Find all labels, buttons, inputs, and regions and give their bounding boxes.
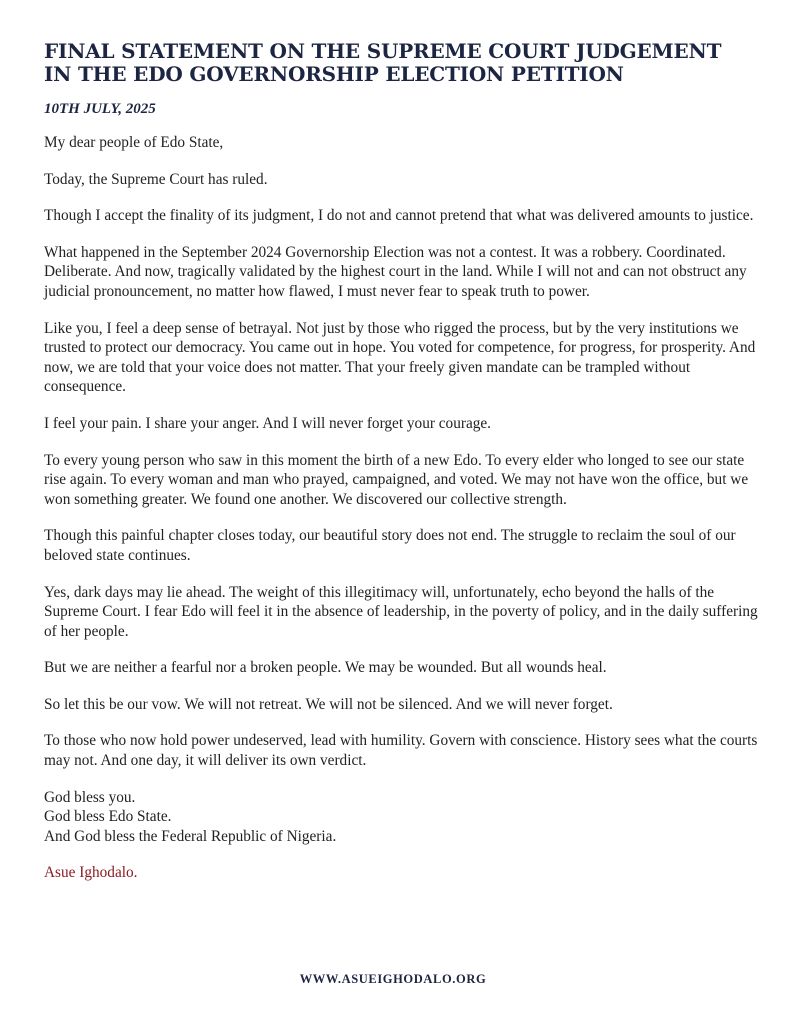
title-line-2: IN THE EDO GOVERNORSHIP ELECTION PETITION [44,62,624,86]
paragraph-6: To every young person who saw in this moment the birth of a new Edo. To every elder who longed to see our state rise again. To every woman and man who prayed, campaigned, and voted. We may not have won the office, but we won something greater. We found one another. We discovered our collective strength. [44,451,749,508]
blessing-line-1: God bless you. [44,788,136,806]
paragraph-8: Yes, dark days may lie ahead. The weight of this illegitimacy will, unfortunately, echo beyond the halls of the Supreme Court. I fear Edo will feel it in the absence of leadership, in the poverty of policy, and in the daily suffering of her people. [44,583,758,640]
paragraph-10: So let this be our vow. We will not retreat. We will not be silenced. And we will never forget. [44,695,613,713]
paragraph-1: Today, the Supreme Court has ruled. [44,170,268,188]
paragraph-9: But we are neither a fearful nor a broken people. We may be wounded. But all wounds heal. [44,659,607,677]
paragraph-3: What happened in the September 2024 Governorship Election was not a contest. It was a robbery. Coordinated. Deliberate. And now, tragically validated by the highest court in the land. While I will not and can not obstruct any judicial pronouncement, no matter how flawed, I must never fear to speak truth to power. [44,243,747,300]
title-line-1: FINAL STATEMENT ON THE SUPREME COURT JUDGEMENT [44,39,722,63]
paragraph-4: Like you, I feel a deep sense of betrayal. Not just by those who rigged the process, but by the very institutions we trusted to protect our democracy. You came out in hope. You voted for competence, for progress, for prosperity. And now, we are told that your voice does not matter. That your freely given mandate can be trampled without consequence. [44,319,756,396]
blessing-line-2: God bless Edo State. [44,808,172,826]
paragraph-5: I feel your pain. I share your anger. And I will never forget your courage. [44,414,491,432]
statement-date: 10TH JULY, 2025 [44,101,156,117]
statement-body [44,133,764,771]
paragraph-2: Though I accept the finality of its judgment, I do not and cannot pretend that what was delivered amounts to justice. [44,207,754,225]
paragraph-7: Though this painful chapter closes today, our beautiful story does not end. The struggle to reclaim the soul of our beloved state continues. [44,527,736,564]
paragraph-11: To those who now hold power undeserved, lead with humility. Govern with conscience. History sees what the courts may not. And one day, it will deliver its own verdict. [44,732,758,770]
signature: Asue Ighodalo. [44,864,138,882]
blessing-line-3: And God bless the Federal Republic of Nigeria. [44,827,337,845]
statement-page [44,40,764,883]
blessings [44,788,764,847]
salutation: My dear people of Edo State, [44,134,224,151]
statement-title [44,40,764,86]
footer-website-link[interactable]: WWW.ASUEIGHODALO.ORG [299,972,487,986]
